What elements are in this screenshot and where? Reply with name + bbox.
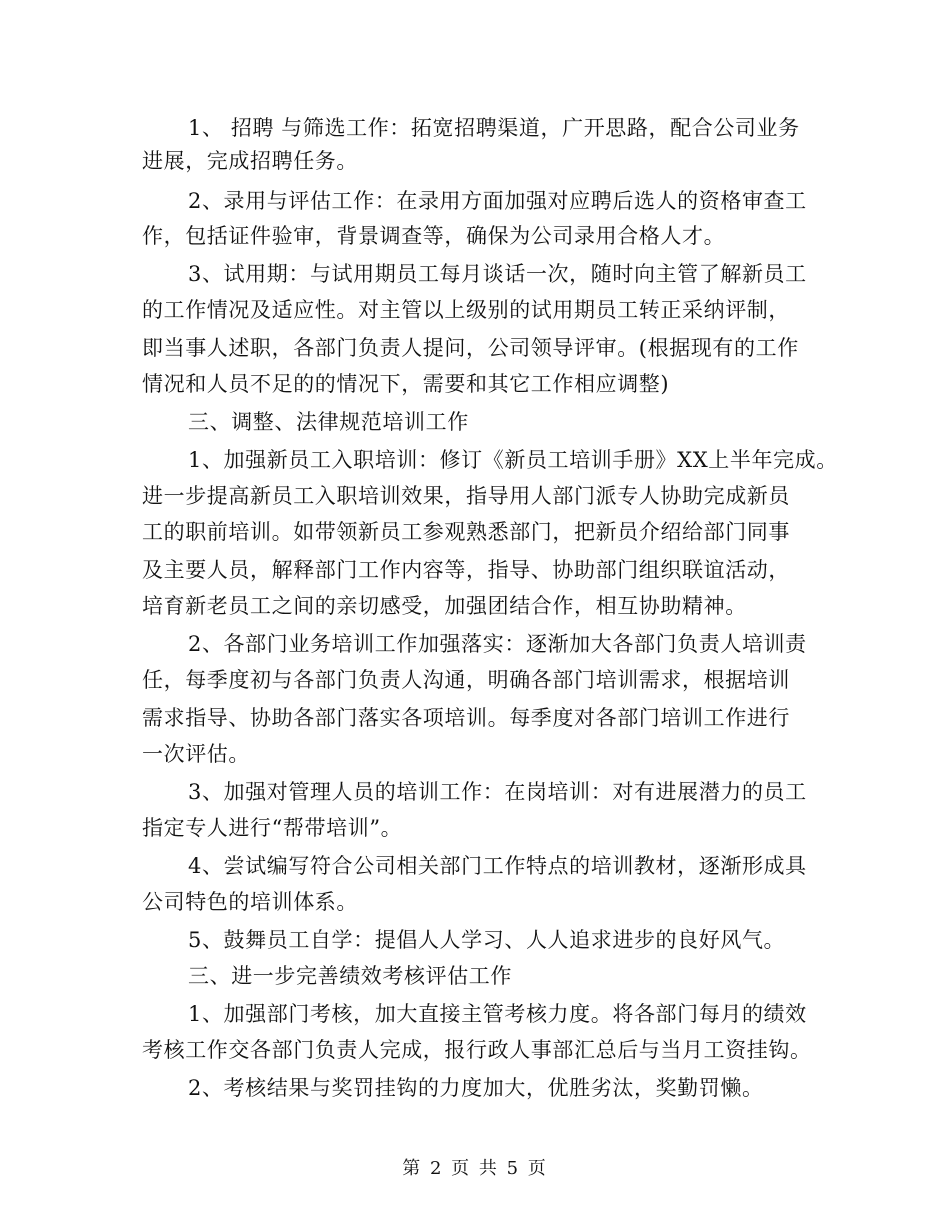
paragraph-line: 一次评估。	[142, 742, 250, 766]
section-heading: 三、进一步完善绩效考核评估工作	[188, 964, 512, 988]
paragraph-line: 进展，完成招聘任务。	[142, 149, 358, 173]
paragraph-line: 3、加强对管理人员的培训工作：在岗培训：对有进展潜力的员工	[188, 780, 807, 804]
paragraph-line: 培育新老员工之间的亲切感受，加强团结合作，相互协助精神。	[142, 594, 747, 618]
paragraph-line: 2、考核结果与奖罚挂钩的力度加大，优胜劣汰，奖勤罚懒。	[188, 1076, 764, 1100]
paragraph-line: 5、鼓舞员工自学：提倡人人学习、人人追求进步的良好风气。	[188, 928, 786, 952]
paragraph-line: 2、录用与评估工作：在录用方面加强对应聘后选人的资格审查工	[188, 189, 807, 213]
paragraph-line: 及主要人员，解释部门工作内容等，指导、协助部门组织联谊活动，	[142, 558, 790, 582]
paragraph-line: 指定专人进行“帮带培训”。	[142, 816, 403, 840]
paragraph-line: 进一步提高新员工入职培训效果，指导用人部门派专人协助完成新员	[142, 484, 790, 508]
section-heading: 三、调整、法律规范培训工作	[188, 410, 469, 434]
paragraph-line: 情况和人员不足的的情况下，需要和其它工作相应调整)	[142, 372, 670, 396]
paragraph-line: 1、加强部门考核，加大直接主管考核力度。将各部门每月的绩效	[188, 1002, 807, 1026]
paragraph-line: 作，包括证件验审，背景调查等，确保为公司录用合格人才。	[142, 224, 726, 248]
paragraph-line: 的工作情况及适应性。对主管以上级别的试用期员工转正采纳评制，	[142, 298, 790, 322]
paragraph-line: 工的职前培训。如带领新员工参观熟悉部门，把新员介绍给部门同事	[142, 520, 790, 544]
paragraph-line: 4、尝试编写符合公司相关部门工作特点的培训教材，逐渐形成具	[188, 854, 807, 878]
paragraph-line: 1、加强新员工入职培训：修订《新员工培训手册》XX上半年完成。	[188, 448, 838, 472]
paragraph-line: 任，每季度初与各部门负责人沟通，明确各部门培训需求，根据培训	[142, 668, 790, 692]
paragraph-line: 公司特色的培训体系。	[142, 890, 358, 914]
paragraph-line: 需求指导、协助各部门落实各项培训。每季度对各部门培训工作进行	[142, 706, 790, 730]
paragraph-line: 即当事人述职，各部门负责人提问，公司领导评审。(根据现有的工作	[142, 336, 799, 360]
paragraph-line: 3、试用期：与试用期员工每月谈话一次，随时向主管了解新员工	[188, 262, 807, 286]
page-number-footer: 第 2 页 共 5 页	[402, 1158, 548, 1179]
paragraph-line: 考核工作交各部门负责人完成，报行政人事部汇总后与当月工资挂钩。	[142, 1038, 812, 1062]
paragraph-line: 1、 招聘 与筛选工作：拓宽招聘渠道，广开思路，配合公司业务	[188, 116, 800, 140]
paragraph-line: 2、各部门业务培训工作加强落实：逐渐加大各部门负责人培训责	[188, 632, 807, 656]
